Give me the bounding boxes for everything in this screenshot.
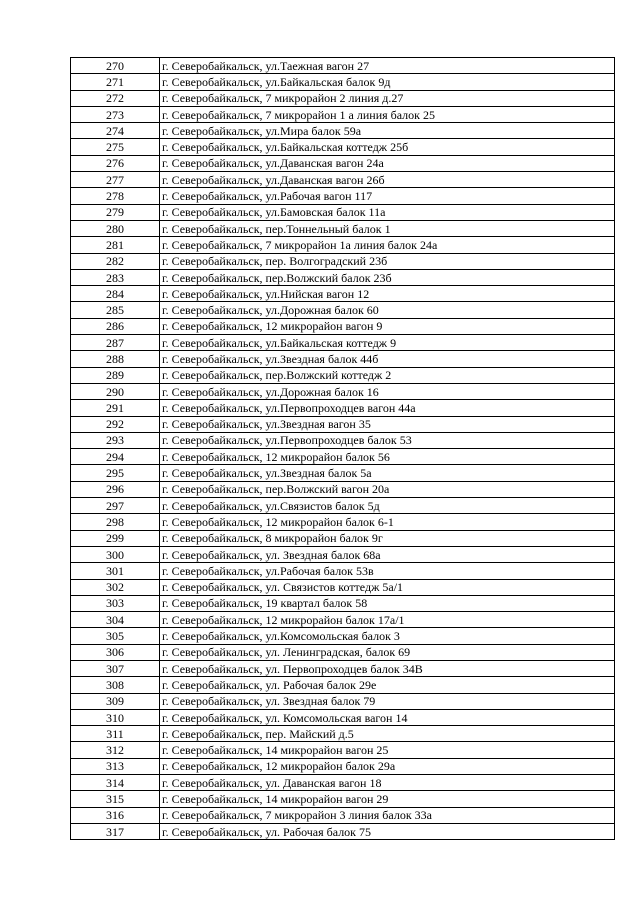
row-address: г. Северобайкальск, ул.Нийская вагон 12	[160, 286, 615, 302]
row-number: 312	[71, 742, 160, 758]
row-number: 282	[71, 253, 160, 269]
row-number: 278	[71, 188, 160, 204]
row-number: 301	[71, 563, 160, 579]
table-row	[71, 595, 615, 611]
row-number: 317	[71, 823, 160, 839]
row-number: 277	[71, 172, 160, 188]
table-row	[71, 237, 615, 253]
row-address: г. Северобайкальск, ул. Даванская вагон 18	[160, 775, 615, 791]
row-number: 291	[71, 400, 160, 416]
row-number: 303	[71, 595, 160, 611]
row-number: 281	[71, 237, 160, 253]
table-row	[71, 807, 615, 823]
address-table	[70, 57, 615, 840]
table-row	[71, 188, 615, 204]
row-number: 307	[71, 660, 160, 676]
row-address: г. Северобайкальск, ул.Таежная вагон 27	[160, 58, 615, 74]
row-address: г. Северобайкальск, ул. Ленинградская, балок 69	[160, 644, 615, 660]
row-address: г. Северобайкальск, ул.Рабочая вагон 117	[160, 188, 615, 204]
table-row	[71, 74, 615, 90]
row-address: г. Северобайкальск, 7 микрорайон 1а линия балок 24а	[160, 237, 615, 253]
row-address: г. Северобайкальск, ул. Рабочая балок 29е	[160, 677, 615, 693]
row-number: 286	[71, 318, 160, 334]
table-row	[71, 269, 615, 285]
table-row	[71, 383, 615, 399]
row-number: 272	[71, 90, 160, 106]
row-address: г. Северобайкальск, 7 микрорайон 2 линия д.27	[160, 90, 615, 106]
row-number: 310	[71, 709, 160, 725]
row-number: 308	[71, 677, 160, 693]
table-row	[71, 709, 615, 725]
row-address: г. Северобайкальск, ул.Байкальская коттедж 25б	[160, 139, 615, 155]
row-number: 311	[71, 726, 160, 742]
row-address: г. Северобайкальск, пер. Майский д.5	[160, 726, 615, 742]
row-address: г. Северобайкальск, ул.Байкальская коттедж 9	[160, 335, 615, 351]
row-address: г. Северобайкальск, 14 микрорайон вагон 29	[160, 791, 615, 807]
table-row	[71, 204, 615, 220]
table-row	[71, 335, 615, 351]
table-row	[71, 530, 615, 546]
row-address: г. Северобайкальск, 12 микрорайон балок 17а/1	[160, 612, 615, 628]
table-row	[71, 253, 615, 269]
table-row	[71, 400, 615, 416]
row-address: г. Северобайкальск, ул.Звездная балок 5а	[160, 465, 615, 481]
table-row	[71, 791, 615, 807]
row-address: г. Северобайкальск, ул. Звездная балок 79	[160, 693, 615, 709]
row-address: г. Северобайкальск, ул.Комсомольская балок 3	[160, 628, 615, 644]
row-address: г. Северобайкальск, 12 микрорайон вагон 9	[160, 318, 615, 334]
row-address: г. Северобайкальск, пер.Тоннельный балок 1	[160, 220, 615, 236]
row-number: 285	[71, 302, 160, 318]
table-row	[71, 449, 615, 465]
row-number: 284	[71, 286, 160, 302]
row-address: г. Северобайкальск, ул.Бамовская балок 11а	[160, 204, 615, 220]
row-number: 300	[71, 546, 160, 562]
row-address: г. Северобайкальск, 12 микрорайон балок 29а	[160, 758, 615, 774]
row-number: 295	[71, 465, 160, 481]
row-number: 280	[71, 220, 160, 236]
row-number: 296	[71, 481, 160, 497]
row-number: 289	[71, 367, 160, 383]
row-number: 275	[71, 139, 160, 155]
row-address: г. Северобайкальск, ул. Первопроходцев балок 34В	[160, 660, 615, 676]
row-address: г. Северобайкальск, пер.Волжский балок 23б	[160, 269, 615, 285]
row-address: г. Северобайкальск, ул. Звездная балок 68а	[160, 546, 615, 562]
row-address: г. Северобайкальск, пер. Волгоградский 23б	[160, 253, 615, 269]
row-address: г. Северобайкальск, ул.Связистов балок 5д	[160, 498, 615, 514]
table-row	[71, 514, 615, 530]
row-address: г. Северобайкальск, ул. Комсомольская вагон 14	[160, 709, 615, 725]
table-row	[71, 677, 615, 693]
table-row	[71, 628, 615, 644]
address-table-body	[71, 58, 615, 840]
table-row	[71, 726, 615, 742]
row-address: г. Северобайкальск, ул.Рабочая балок 53в	[160, 563, 615, 579]
row-address: г. Северобайкальск, пер.Волжский вагон 20а	[160, 481, 615, 497]
row-number: 294	[71, 449, 160, 465]
row-address: г. Северобайкальск, ул.Первопроходцев балок 53	[160, 432, 615, 448]
table-row	[71, 579, 615, 595]
row-number: 313	[71, 758, 160, 774]
row-number: 270	[71, 58, 160, 74]
table-row	[71, 318, 615, 334]
table-row	[71, 546, 615, 562]
row-address: г. Северобайкальск, ул. Рабочая балок 75	[160, 823, 615, 839]
row-address: г. Северобайкальск, ул.Дорожная балок 60	[160, 302, 615, 318]
row-number: 299	[71, 530, 160, 546]
table-row	[71, 123, 615, 139]
row-number: 304	[71, 612, 160, 628]
row-number: 287	[71, 335, 160, 351]
table-row	[71, 302, 615, 318]
row-address: г. Северобайкальск, ул.Мира балок 59а	[160, 123, 615, 139]
row-number: 305	[71, 628, 160, 644]
row-address: г. Северобайкальск, 7 микрорайон 1 а линия балок 25	[160, 106, 615, 122]
table-row	[71, 758, 615, 774]
row-address: г. Северобайкальск, ул.Звездная вагон 35	[160, 416, 615, 432]
row-address: г. Северобайкальск, ул.Даванская вагон 24а	[160, 155, 615, 171]
row-number: 274	[71, 123, 160, 139]
row-address: г. Северобайкальск, 12 микрорайон балок 56	[160, 449, 615, 465]
table-row	[71, 155, 615, 171]
table-row	[71, 481, 615, 497]
row-address: г. Северобайкальск, ул.Байкальская балок 9д	[160, 74, 615, 90]
row-address: г. Северобайкальск, ул.Дорожная балок 16	[160, 383, 615, 399]
table-row	[71, 644, 615, 660]
table-row	[71, 823, 615, 839]
row-address: г. Северобайкальск, ул.Даванская вагон 26б	[160, 172, 615, 188]
table-row	[71, 498, 615, 514]
table-row	[71, 416, 615, 432]
row-number: 290	[71, 383, 160, 399]
row-number: 297	[71, 498, 160, 514]
row-address: г. Северобайкальск, 12 микрорайон балок 6-1	[160, 514, 615, 530]
row-number: 316	[71, 807, 160, 823]
row-number: 279	[71, 204, 160, 220]
table-row	[71, 286, 615, 302]
row-address: г. Северобайкальск, ул.Звездная балок 44б	[160, 351, 615, 367]
table-row	[71, 742, 615, 758]
table-row	[71, 351, 615, 367]
row-number: 288	[71, 351, 160, 367]
row-number: 271	[71, 74, 160, 90]
table-row	[71, 58, 615, 74]
table-row	[71, 220, 615, 236]
row-number: 283	[71, 269, 160, 285]
row-number: 302	[71, 579, 160, 595]
table-row	[71, 90, 615, 106]
table-row	[71, 172, 615, 188]
row-number: 292	[71, 416, 160, 432]
table-row	[71, 693, 615, 709]
table-row	[71, 612, 615, 628]
row-address: г. Северобайкальск, ул. Связистов коттедж 5а/1	[160, 579, 615, 595]
row-number: 276	[71, 155, 160, 171]
row-number: 273	[71, 106, 160, 122]
row-address: г. Северобайкальск, 8 микрорайон балок 9г	[160, 530, 615, 546]
table-row	[71, 106, 615, 122]
table-row	[71, 660, 615, 676]
row-number: 309	[71, 693, 160, 709]
table-row	[71, 139, 615, 155]
row-number: 298	[71, 514, 160, 530]
row-address: г. Северобайкальск, ул.Первопроходцев вагон 44а	[160, 400, 615, 416]
row-address: г. Северобайкальск, 14 микрорайон вагон 25	[160, 742, 615, 758]
table-row	[71, 432, 615, 448]
table-row	[71, 775, 615, 791]
row-address: г. Северобайкальск, пер.Волжский коттедж 2	[160, 367, 615, 383]
row-number: 315	[71, 791, 160, 807]
table-row	[71, 367, 615, 383]
row-address: г. Северобайкальск, 7 микрорайон 3 линия балок 33а	[160, 807, 615, 823]
table-row	[71, 465, 615, 481]
row-number: 306	[71, 644, 160, 660]
row-number: 293	[71, 432, 160, 448]
row-address: г. Северобайкальск, 19 квартал балок 58	[160, 595, 615, 611]
table-row	[71, 563, 615, 579]
row-number: 314	[71, 775, 160, 791]
